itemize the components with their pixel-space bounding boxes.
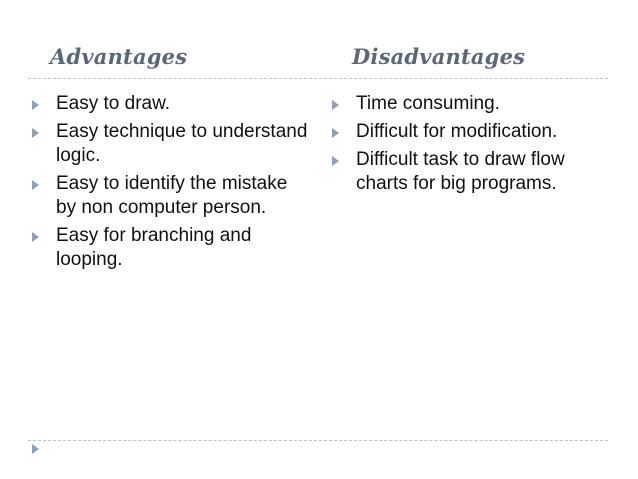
triangle-bullet-icon — [332, 156, 339, 166]
advantage-text: Easy technique to understand logic. — [56, 121, 308, 166]
advantages-heading: Advantages — [50, 44, 188, 69]
advantage-text: Easy for branching and looping. — [56, 225, 252, 270]
corner-triangle-icon — [32, 444, 39, 454]
list-item — [330, 120, 610, 144]
disadvantages-list — [330, 92, 610, 200]
advantage-text: Easy to draw. — [56, 93, 171, 114]
top-divider — [28, 78, 608, 79]
list-item — [30, 120, 310, 168]
disadvantages-heading: Disadvantages — [352, 44, 526, 69]
triangle-bullet-icon — [32, 128, 39, 138]
list-item — [330, 92, 610, 116]
disadvantage-text: Time consuming. — [356, 93, 500, 114]
disadvantage-text: Difficult task to draw flow charts for big programs. — [356, 149, 565, 194]
triangle-bullet-icon — [332, 100, 339, 110]
bottom-divider — [28, 440, 608, 441]
list-item — [30, 224, 310, 272]
advantages-list — [30, 92, 310, 276]
triangle-bullet-icon — [32, 232, 39, 242]
disadvantage-text: Difficult for modification. — [356, 121, 558, 142]
triangle-bullet-icon — [332, 128, 339, 138]
list-item — [30, 172, 310, 220]
list-item — [330, 148, 610, 196]
list-item — [30, 92, 310, 116]
advantage-text: Easy to identify the mistake by non computer person. — [56, 173, 288, 218]
column-headers — [0, 44, 638, 80]
triangle-bullet-icon — [32, 100, 39, 110]
triangle-bullet-icon — [32, 180, 39, 190]
